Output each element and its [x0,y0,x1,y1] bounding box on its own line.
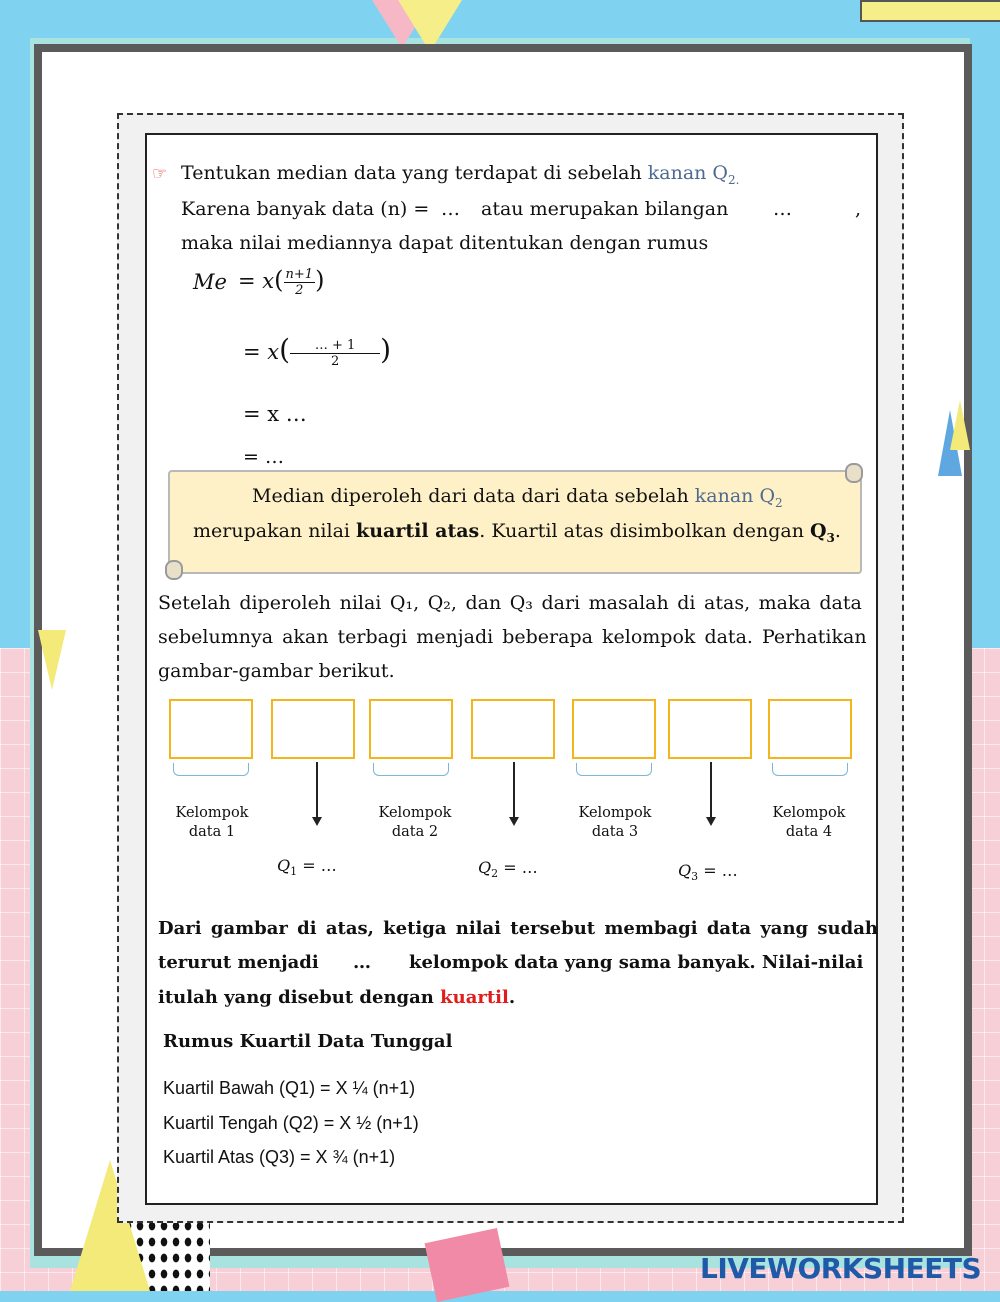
formula-fraction-2[interactable] [290,338,380,369]
formula-row-4[interactable]: = … [243,446,284,468]
note-line-1 [252,485,783,510]
arrow-q3-line [710,762,712,818]
group-1-box[interactable] [169,699,253,759]
q2-label-rest: = … [498,858,538,877]
arrow-q3-head [706,817,716,826]
brace-group-4 [772,763,848,776]
q1-label [277,856,337,878]
fraction-1-numerator: n+1 [285,267,314,282]
rumus-q2: Kuartil Tengah (Q2) = X ½ (n+1) [163,1113,419,1133]
rumus-q1: Kuartil Bawah (Q1) = X ¼ (n+1) [163,1078,416,1098]
blank-n-value[interactable]: … [441,198,460,220]
scroll-curl-top-right [845,463,863,483]
intro-line-2 [181,198,429,220]
blank-number-type[interactable]: … [773,198,792,220]
formula-row-2: = x( $\frac{\dots + 1}{2}$ ) [243,333,392,369]
note-line-2-sym: Q [809,520,827,542]
para2-line-3-red: kuartil [440,987,509,1008]
brace-group-3 [576,763,652,776]
note-line-2 [193,520,841,545]
intro-line-1-blue: kanan Q [647,162,729,184]
fraction-2-denominator: 2 [330,354,340,369]
q3-label-sub: 3 [691,870,699,884]
arrow-q2-head [509,817,519,826]
formula-eq-1: = [238,269,256,293]
note-line-2-text: merupakan nilai [193,520,357,542]
group-3-label [560,804,670,842]
group-4-box[interactable] [768,699,852,759]
group-3-label-l1: Kelompok [578,805,652,821]
deco-triangle-right-yellow [950,400,970,450]
formula-me [193,270,227,294]
formula-row-1: = x( $\frac{n+1}{2}$ ) [238,266,325,298]
arrow-q1-head [312,817,322,826]
fraction-2-numerator: … + 1 [290,338,380,354]
note-line-2-end: . [834,520,841,542]
group-3-label-l2: data 3 [591,824,639,840]
group-2-box[interactable] [369,699,453,759]
rumus-title: Rumus Kuartil Data Tunggal [163,1031,453,1052]
logo-text: LIVEWORKSHEETS [700,1252,982,1285]
para1-line-1: Setelah diperoleh nilai Q₁, Q₂, dan Q₃ dari masalah di atas, maka data [158,592,862,614]
group-3-box[interactable] [572,699,656,759]
q2-label-sub: 2 [491,867,499,881]
group-1-label [157,804,267,842]
group-1-label-l1: Kelompok [175,805,249,821]
note-line-1-text: Median diperoleh dari data dari data sebelah [252,485,695,507]
q1-label-sym: Q [277,856,291,875]
note-line-1-sub: 2 [775,495,783,510]
q1-label-rest: = … [297,856,337,875]
hand-pointer-icon: ☞ [152,164,168,184]
intro-line-2-a: Karena banyak data (n) = [181,198,430,220]
note-line-2-sub: 3 [826,530,835,545]
group-2-label-l2: data 2 [391,824,439,840]
formula-x-2: x [267,340,280,364]
note-line-2-mid: . Kuartil atas disimbolkan dengan [479,520,810,542]
para2-line-3 [158,987,515,1008]
deco-rect-top-right [860,0,1000,22]
formula-fraction-1 [284,267,316,298]
formula-x-1: x [262,269,275,293]
q1-label-sub: 1 [290,865,298,879]
note-line-1-blue: kanan Q [694,485,776,507]
para1-line-2: sebelumnya akan terbagi menjadi beberapa kelompok data. Perhatikan [158,626,867,648]
q2-label-sym: Q [478,858,492,877]
group-4-label-l2: data 4 [785,824,833,840]
formula-me-label: Me [193,270,227,294]
q2-box[interactable] [471,699,555,759]
intro-line-3: maka nilai mediannya dapat ditentukan dengan rumus [181,232,709,254]
intro-line-1-text: Tentukan median data yang terdapat di sebelah [181,162,648,184]
deco-triangle-left [38,630,66,690]
group-4-label [754,804,864,842]
q3-label-rest: = … [698,861,738,880]
q1-box[interactable] [271,699,355,759]
q3-label-sym: Q [678,861,692,880]
arrow-q2-line [513,762,515,818]
intro-line-2-c: atau merupakan bilangan [481,198,729,220]
note-line-2-bold: kuartil atas [356,520,480,542]
fraction-1-denominator: 2 [295,283,304,298]
intro-line-2-comma: , [855,198,862,220]
liveworksheets-logo [700,1252,981,1285]
para2-line-3-text: itulah yang disebut dengan [158,987,441,1008]
scroll-curl-bottom-left [165,560,183,580]
brace-group-2 [373,763,449,776]
para1-line-3: gambar-gambar berikut. [158,660,395,682]
arrow-q1-line [316,762,318,818]
para2-line-2-c: kelompok data yang sama banyak. Nilai-nilai [409,952,864,973]
formula-eq-2: = [243,340,261,364]
q3-label [678,861,738,883]
para2-line-1: Dari gambar di atas, ketiga nilai tersebut membagi data yang sudah [158,918,878,939]
brace-group-1 [173,763,249,776]
q2-label [478,858,538,880]
para2-line-3-end: . [508,987,516,1008]
q3-box[interactable] [668,699,752,759]
intro-line-1 [181,162,739,187]
para2-line-2-a: terurut menjadi [158,952,319,973]
intro-line-1-sub: 2. [728,172,740,187]
group-4-label-l1: Kelompok [772,805,846,821]
blank-group-count[interactable]: … [353,952,371,973]
formula-row-3[interactable]: = x … [243,402,307,426]
group-1-label-l2: data 1 [188,824,236,840]
group-2-label [360,804,470,842]
rumus-q3: Kuartil Atas (Q3) = X ¾ (n+1) [163,1147,396,1167]
group-2-label-l1: Kelompok [378,805,452,821]
